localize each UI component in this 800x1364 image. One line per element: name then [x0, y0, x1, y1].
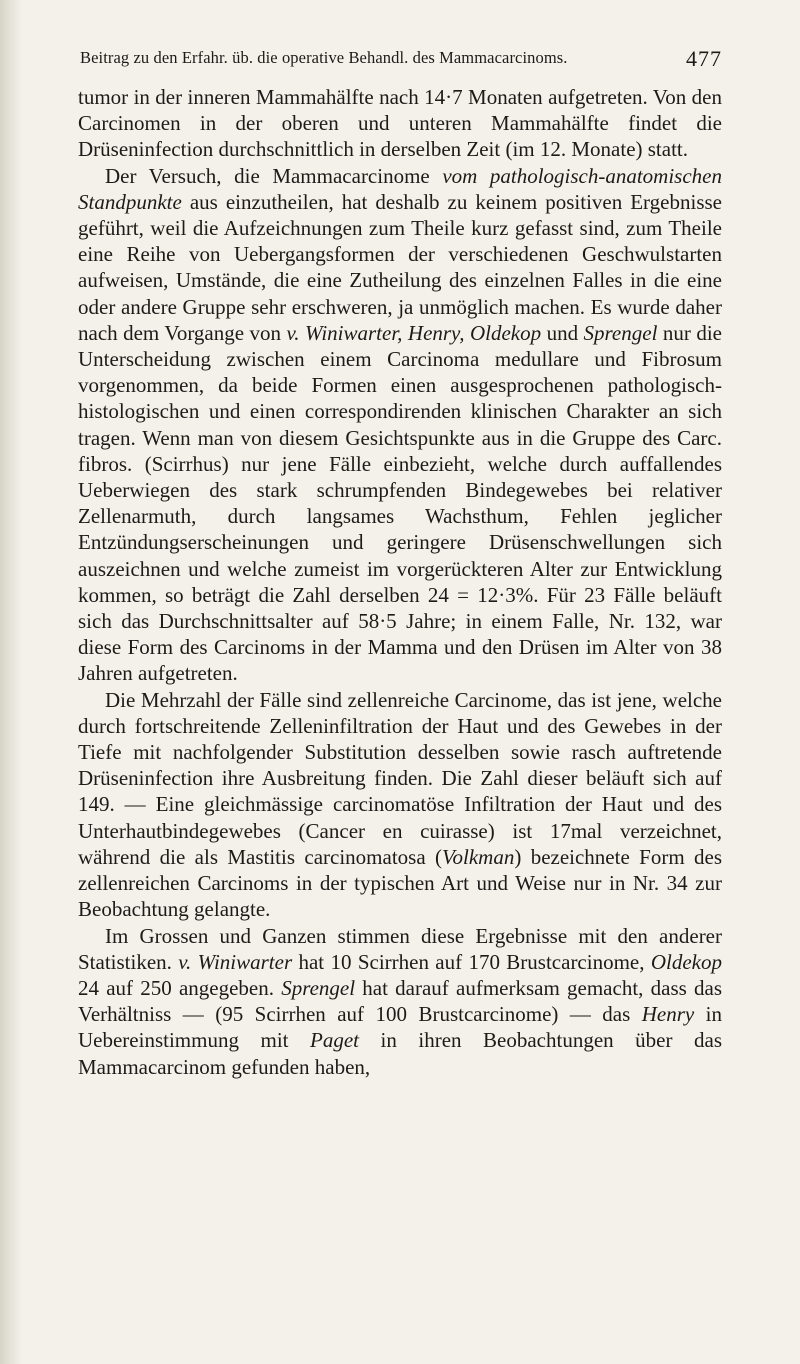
body-text [78, 84, 722, 1080]
paragraph [78, 163, 722, 687]
text-run: ) bezeichnete Form des zellenreichen Carcinoms in der typischen Art und Weise nur in Nr. 34 zur Beobachtung gelangte. [78, 844, 722, 922]
text-run: Der Versuch, die Mammacarcinome [105, 163, 443, 188]
page-binding-edge [0, 0, 22, 1364]
paragraph [78, 84, 722, 163]
italic-text: Volkman [442, 844, 515, 869]
running-header [80, 46, 722, 71]
running-title: Beitrag zu den Erfahr. üb. die operative Behandl. des Mammacarcinoms. [80, 48, 568, 67]
text-run: hat darauf aufmerksam gemacht, dass das Verhältniss — (95 Scirrhen auf 100 Brustcarcinome) — das [78, 975, 722, 1027]
text-run: Die Mehrzahl der Fälle sind zellenreiche Carcinome, das ist jene, welche durch fortschreitende Zelleninfiltration der Haut und des Gewebes in der Tiefe mit nachfolgender Substitution desselben sowie rasch auftretende Drüseninfection ihre Ausbreitung finden. Die Zahl dieser beläuft sich auf 149. — Eine gleichmässige carcinomatöse Infiltration der Haut und des Unterhautbindegewebes (Cancer en cuirasse) ist 17mal verzeichnet, während die als Mastitis carcinomatosa ( [78, 687, 722, 869]
text-run: hat 10 Scirrhen auf 170 Brustcarcinome, [292, 949, 651, 974]
italic-text: v. Winiwarter [178, 949, 293, 974]
text-run: Im Grossen und Ganzen stimmen diese Ergebnisse mit den anderer Statistiken. [78, 923, 722, 974]
italic-text: Sprengel [583, 320, 658, 345]
italic-text: Oldekop [650, 949, 722, 974]
text-run: nur die Unterscheidung zwischen einem Carcinoma medullare und Fibrosum vorgenommen, da beide Formen einen ausgesprochenen pathologisch-histologischen und einen correspondirenden klinischen Charakter an sich tragen. Wenn man von diesem Gesichtspunkte aus in die Gruppe des Carc. fibros. (Scirrhus) nur jene Fälle einbezieht, welche durch auffallendes Ueberwiegen des stark schrumpfenden Bindegewebes bei relativer Zellenarmuth, durch langsames Wachsthum, Fehlen jeglicher Entzündungserscheinungen und geringere Drüsenschwellungen sich auszeichnen und welche zumeist im vorgerückteren Alter zur Entwicklung kommen, so beträgt die Zahl derselben 24 = 12·3%. Für 23 Fälle beläuft sich das Durchschnittsalter auf 58·5 Jahre; in einem Falle, Nr. 132, war diese Form des Carcinoms in der Mamma und den Drüsen im Alter von 38 Jahren aufgetreten. [78, 320, 722, 686]
text-run: und [541, 320, 584, 345]
italic-text: v. Winiwarter, Henry, Oldekop [286, 320, 542, 345]
text-run: aus einzutheilen, hat deshalb zu keinem positiven Ergebnisse geführt, weil die Aufzeichnungen zum Theile kurz gefasst sind, zum Theile eine Reihe von Uebergangsformen der verschiedenen Geschwulstarten aufweisen, Umstände, die eine Zutheilung des einzelnen Falles in die eine oder andere Gruppe sehr erschweren, ja unmöglich machen. Es wurde daher nach dem Vorgange von [78, 189, 722, 345]
italic-text: Paget [310, 1028, 359, 1053]
paragraph [78, 923, 722, 1080]
text-run: in ihren Beobachtungen über das Mammacarcinom gefunden haben, [78, 1028, 722, 1079]
text-run: in Uebereinstimmung mit [78, 1002, 722, 1053]
paragraph [78, 687, 722, 923]
italic-text: Sprengel [281, 975, 356, 1000]
italic-text: vom pathologisch-anatomischen Standpunkte [78, 163, 722, 214]
italic-text: Henry [641, 1002, 695, 1027]
page-number: 477 [686, 46, 722, 71]
text-run: tumor in der inneren Mammahälfte nach 14·7 Monaten aufgetreten. Von den Carcinomen in der oberen und unteren Mammahälfte findet die Drüseninfection durchschnittlich in derselben Zeit (im 12. Monate) statt. [78, 85, 722, 162]
text-run: 24 auf 250 angegeben. [78, 975, 282, 1000]
